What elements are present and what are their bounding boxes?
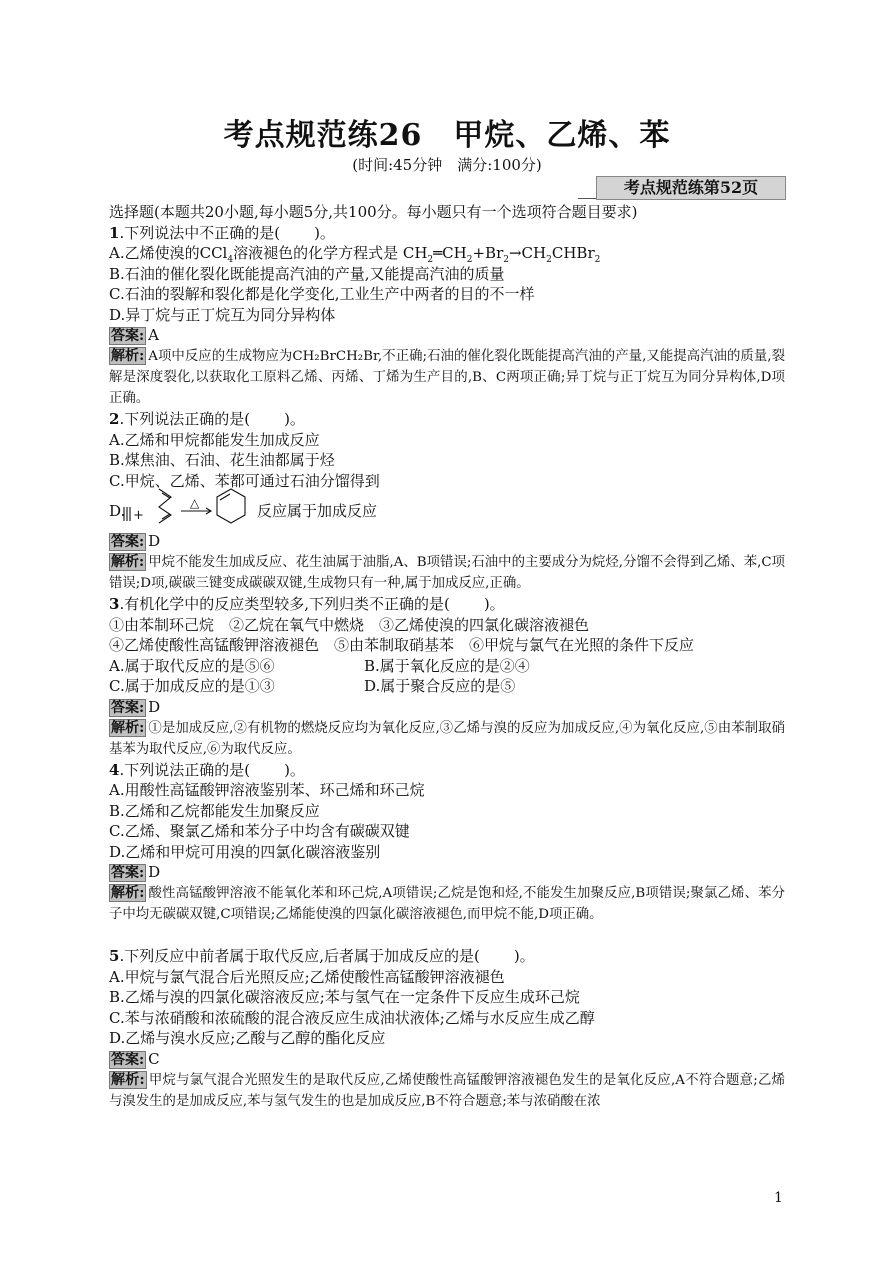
- cyclohexene-ring: [217, 489, 245, 523]
- q1-a-eq2: +Br: [472, 244, 504, 262]
- explain-label: 解析:: [111, 719, 145, 736]
- question-content: [109, 202, 785, 1112]
- explain-label: 解析:: [111, 885, 145, 901]
- q3-stem-text: .有机化学中的反应类型较多,下列归类不正确的是(: [119, 595, 450, 613]
- q4-answer: [109, 862, 785, 883]
- explain-label: 解析:: [111, 554, 145, 570]
- q5-number: 5: [109, 947, 120, 965]
- q4-explanation: [109, 883, 785, 946]
- q5-answer: [109, 1049, 785, 1070]
- q5-option-b: B.乙烯与溴的四氯化碳溶液反应;苯与氢气在一定条件下反应生成环己烷: [109, 988, 580, 1006]
- q3-option-d: D.属于聚合反应的是⑤: [364, 677, 516, 695]
- q2-number: 2: [109, 410, 120, 428]
- explain-label: 解析:: [111, 348, 145, 364]
- q5-answer-value: C: [148, 1049, 160, 1068]
- reaction-scheme-diagram: [121, 485, 257, 531]
- q1-option-a: [109, 243, 785, 264]
- q3-explain-text: ①是加成反应,②有机物的燃烧反应均为氧化反应,③乙烯与溴的反应为加成反应,④为氧化反应,⑤由苯制取硝基苯为取代反应,⑥为取代反应。: [109, 720, 786, 757]
- sub-2: 2: [546, 255, 552, 265]
- answer-label: 答案:: [111, 534, 145, 550]
- q1-a-eq4: CHBr: [551, 244, 595, 262]
- sub-2: 2: [427, 255, 434, 265]
- q5-explanation: [109, 1070, 785, 1112]
- q2-stem: [109, 409, 785, 430]
- q1-a-sub: 4: [227, 255, 234, 265]
- q2-d-lead: D.: [109, 502, 126, 520]
- q3-stem-end: )。: [483, 595, 505, 613]
- tag-underline: [578, 198, 596, 199]
- q4-stem-end: )。: [284, 760, 305, 779]
- q4-stem-text: .下列说法正确的是(: [119, 760, 251, 779]
- q1-explanation: [109, 346, 785, 409]
- q3-number: 3: [109, 595, 120, 613]
- q5-explain-text: 甲烷与氯气混合光照发生的是取代反应,乙烯使酸性高锰酸钾溶液褪色发生的是氧化反应,A不符合题意;乙烯与溴发生的是加成反应,苯与氢气发生的也是加成反应,B不符合题意;苯与浓硝酸在浓: [109, 1072, 785, 1109]
- q5-option-d: D.乙烯与溴水反应;乙酸与乙醇的酯化反应: [109, 1029, 386, 1047]
- answer-label: 答案:: [111, 699, 145, 716]
- q3-items-2: ④乙烯使酸性高锰酸钾溶液褪色 ⑤由苯制取硝基苯 ⑥甲烷与氯气在光照的条件下反应: [109, 636, 695, 654]
- q2-stem-end: )。: [284, 410, 305, 428]
- q3-option-c: C.属于加成反应的是①③: [109, 677, 275, 695]
- q3-options-cd: [109, 676, 785, 697]
- q4-option-b: B.乙烯和乙烷都能发生加聚反应: [109, 801, 320, 820]
- q1-stem-end: )。: [314, 223, 335, 242]
- sub-2: 2: [466, 255, 473, 265]
- q4-option-a: A.用酸性高锰酸钾溶液鉴别苯、环己烯和环己烷: [109, 781, 425, 799]
- q1-answer: [109, 325, 785, 346]
- q1-stem: [109, 223, 785, 244]
- section-intro: 选择题(本题共20小题,每小题5分,共100分。每小题只有一个选项符合题目要求): [109, 203, 638, 221]
- q3-answer-value: D: [148, 697, 161, 716]
- q3-items-1: ①由苯制环己烷 ②乙烷在氧气中燃烧 ③乙烯使溴的四氯化碳溶液褪色: [109, 615, 590, 634]
- q3-option-a: A.属于取代反应的是⑤⑥: [109, 656, 275, 675]
- q5-option-c: C.苯与浓硝酸和浓硫酸的混合液反应生成油状液体;乙烯与水反应生成乙醇: [109, 1008, 595, 1027]
- q1-option-d: D.异丁烷与正丁烷互为同分异构体: [109, 305, 336, 324]
- q1-stem-text: .下列说法中不正确的是(: [119, 223, 281, 242]
- sub-2: 2: [594, 255, 601, 265]
- q2-d-text: 反应属于加成反应: [257, 502, 378, 520]
- q2-option-b: B.煤焦油、石油、花生油都属于烃: [109, 451, 335, 469]
- q4-explain-text: 酸性高锰酸钾溶液不能氧化苯和环己烷,A项错误;乙烷是饱和烃,不能发生加聚反应,B项错误;聚氯乙烯、苯分子中均无碳碳双键,C项错误;乙烯能使溴的四氯化碳溶液褪色,而甲烷不能,D项正确。: [109, 886, 785, 922]
- q1-option-b: B.石油的催化裂化既能提高汽油的产量,又能提高汽油的质量: [109, 264, 505, 283]
- answer-label: 答案:: [111, 865, 145, 881]
- q2-option-c: C.甲烷、乙烯、苯都可通过石油分馏得到: [109, 471, 380, 490]
- q2-answer: [109, 531, 785, 552]
- plus-sign: +: [133, 508, 144, 523]
- q5-stem: [109, 946, 785, 967]
- q1-number: 1: [109, 223, 120, 242]
- q5-option-a: A.甲烷与氯气混合后光照反应;乙烯使酸性高锰酸钾溶液褪色: [109, 967, 505, 986]
- q1-answer-value: A: [148, 326, 160, 344]
- q4-answer-value: D: [148, 863, 161, 881]
- page-number: 1: [774, 1190, 783, 1206]
- exercise-tag: 考点规范练第52页: [596, 176, 786, 200]
- heat-condition: △: [190, 496, 200, 510]
- answer-label: 答案:: [111, 1051, 145, 1068]
- answer-label: 答案:: [111, 328, 145, 344]
- page-title: 考点规范练26 甲烷、乙烯、苯: [223, 118, 671, 153]
- q3-answer: [109, 697, 785, 718]
- q2-explanation: [109, 552, 785, 594]
- q3-options-ab: [109, 656, 785, 677]
- q1-option-c: C.石油的裂解和裂化都是化学变化,工业生产中两者的目的不一样: [109, 285, 535, 303]
- page-subtitle: (时间:45分钟 满分:100分): [352, 156, 542, 174]
- q4-stem: [109, 760, 785, 781]
- q2-stem-text: .下列说法正确的是(: [119, 410, 251, 428]
- q1-a-rest: 溶液褪色的化学方程式是 CH: [233, 244, 428, 262]
- q2-answer-value: D: [148, 532, 161, 550]
- q2-option-a: A.乙烯和甲烷都能发生加成反应: [109, 430, 320, 449]
- q2-explain-text: 甲烷不能发生加成反应、花生油属于油脂,A、B项错误;石油中的主要成分为烷烃,分馏不会得到乙烯、苯,C项错误;D项,碳碳三键变成碳碳双键,生成物只有一种,属于加成反应,正确。: [109, 555, 785, 591]
- q3-stem: [109, 594, 785, 615]
- q2-option-d: [109, 491, 785, 531]
- q4-option-d: D.乙烯和甲烷可用溴的四氯化碳溶液鉴别: [109, 842, 381, 861]
- q4-number: 4: [109, 760, 120, 779]
- q5-stem-end: )。: [513, 947, 535, 965]
- diene-chain: [159, 489, 171, 523]
- q3-option-b: B.属于氧化反应的是②④: [364, 656, 530, 675]
- q4-option-c: C.乙烯、聚氯乙烯和苯分子中均含有碳碳双键: [109, 822, 410, 840]
- q1-explain-text: A项中反应的生成物应为CH₂BrCH₂Br,不正确;石油的催化裂化既能提高汽油的产量,又能提高汽油的质量,裂解是深度裂化,以获取化工原料乙烯、丙烯、丁烯为生产目的,B、C两项正确;异丁烷与正丁烷互为同分异构体,D项正确。: [109, 349, 785, 406]
- q3-explanation: [109, 718, 785, 760]
- q1-a-eq: ═CH: [433, 244, 467, 262]
- sub-2: 2: [503, 255, 509, 265]
- explain-label: 解析:: [111, 1071, 145, 1088]
- q5-stem-text: .下列反应中前者属于取代反应,后者属于加成反应的是(: [119, 947, 480, 965]
- q1-a-eq3: →CH: [508, 244, 547, 262]
- q1-a-text: A.乙烯使溴的CCl: [109, 244, 228, 262]
